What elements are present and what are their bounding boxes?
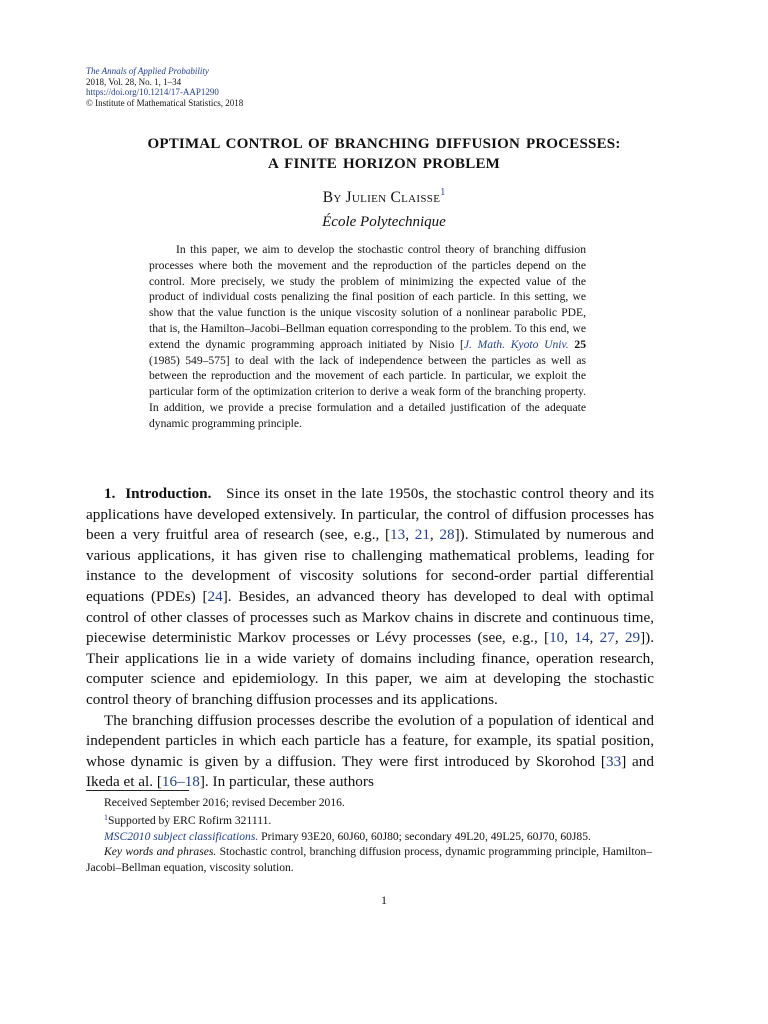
doi-link[interactable]: https://doi.org/10.1214/17-AAP1290 bbox=[86, 87, 219, 97]
author-prefix: By bbox=[322, 189, 342, 206]
author-footnote-mark[interactable]: 1 bbox=[440, 187, 446, 198]
msc-codes: Primary 93E20, 60J60, 60J80; secondary 49L20, 49L25, 60J70, 60J85. bbox=[258, 829, 591, 843]
citation-16-18[interactable]: 16–18 bbox=[161, 773, 200, 791]
intro-text: ]. In particular, these authors bbox=[199, 773, 374, 791]
citation-24[interactable]: 24 bbox=[207, 587, 223, 605]
msc-classification bbox=[86, 829, 652, 844]
received-dates: Received September 2016; revised December 2016. bbox=[104, 796, 345, 809]
author-line bbox=[0, 187, 768, 207]
title-line-2: A FINITE HORIZON PROBLEM bbox=[267, 156, 501, 172]
support-footnote-mark: 1 bbox=[104, 813, 108, 823]
intro-text: ] and Ikeda et al. [ bbox=[86, 752, 654, 791]
citation-29[interactable]: 29 bbox=[624, 629, 641, 647]
ref-journal: J. Math. Kyoto Univ. bbox=[463, 337, 569, 351]
journal-header bbox=[86, 66, 243, 108]
copyright-line: © Institute of Mathematical Statistics, 2018 bbox=[86, 97, 244, 108]
paper-title bbox=[60, 134, 708, 174]
journal-name: The Annals of Applied Probability bbox=[86, 66, 209, 76]
citation-10[interactable]: 10 bbox=[549, 629, 565, 647]
citation-14[interactable]: 14 bbox=[574, 629, 590, 647]
citation-27[interactable]: 27 bbox=[599, 629, 615, 647]
section-number: 1. bbox=[104, 485, 116, 502]
support-text: Supported by ERC Rofirm 321111. bbox=[108, 814, 272, 828]
abstract-text-2: to deal with the lack of independence between the particles as well as between the reproduction and the movement of each particle. In particular, we exploit the particular form of the optimization criterion to derive a weak form of the branching property. In addition, we provide a precise formulation and a detailed justification of the adequate dynamic programming principle. bbox=[149, 353, 586, 430]
footnote-divider bbox=[86, 790, 189, 791]
support-footnote bbox=[86, 810, 652, 828]
abstract bbox=[149, 242, 586, 432]
citation-13[interactable]: 13 bbox=[390, 526, 406, 544]
keywords bbox=[86, 844, 652, 875]
author-affiliation: École Polytechnique bbox=[322, 214, 446, 230]
title-line-1: OPTIMAL CONTROL OF BRANCHING DIFFUSION PROCESSES: bbox=[147, 136, 621, 152]
intro-paragraph-2 bbox=[86, 711, 654, 793]
intro-text: ]. Besides, an advanced theory has developed to deal with optimal control of other classes of processes such as Markov chains in discrete and continuous time, piecewise deterministic Markov processes or Lévy processes (see, e.g., [ bbox=[86, 587, 654, 647]
keywords-label: Key words and phrases. bbox=[104, 845, 217, 859]
intro-text: Since its onset in the late 1950s, the stochastic control theory and its applications have developed extensively. In particular, the control of diffusion processes has been a very fruitful area of research (see, e.g., [ bbox=[86, 485, 655, 544]
page-number: 1 bbox=[381, 893, 387, 907]
citation-28[interactable]: 28 bbox=[439, 526, 455, 544]
msc-label[interactable]: MSC2010 subject classifications. bbox=[104, 829, 259, 843]
intro-text: ]). Their applications lie in a wide variety of domains including finance, operation research, computer science and epidemiology. In this paper, we aim at developing the stochastic control theory of branching diffusion processes and its applications. bbox=[86, 629, 655, 708]
citation-33[interactable]: 33 bbox=[606, 752, 622, 770]
intro-paragraph-1: 1. Introduction. Since its onset in the late 1950s, the stochastic control theory and its applications have developed extensively. In particular, the control of diffusion processes has been a very fruitful area of research (see, e.g., [13, 21, 28]). Stimulated by numerous and various applications, it has given rise to challenging mathematical problems, leading for instance to the development of viscosity solutions for second-order partial differential equations (PDEs) [24]. Besides, an advanced theory has developed to deal with optimal control of other classes of processes such as Markov chains in discrete and continuous time, piecewise deterministic Markov processes or Lévy processes (see, e.g., [10, 14, 27, 29]). Their applications lie in a wide variety of domains including finance, operation research, computer science and epidemiology. In this paper, we aim at developing the stochastic control theory of branching diffusion processes and its applications. bbox=[86, 485, 655, 708]
volume-line: 2018, Vol. 28, No. 1, 1–34 bbox=[86, 76, 182, 87]
abstract-text-1: In this paper, we aim to develop the stochastic control theory of branching diffusion processes where both the movement and the reproduction of the particles depend on the control. More precisely, we study the problem of minimizing the expected value of the product of individual costs penalizing the final position of each particle. In this setting, we show that the value function is the unique viscosity solution of a nonlinear parabolic PDE, that is, the Hamilton–Jacobi–Bellman equation corresponding to the problem. To this end, we extend the dynamic programming approach initiated by Nisio [ bbox=[149, 243, 586, 351]
citation-21[interactable]: 21 bbox=[414, 526, 430, 544]
section-title: Introduction. bbox=[125, 485, 212, 502]
footnotes bbox=[86, 795, 652, 875]
author-name: Julien Claisse bbox=[345, 189, 441, 206]
intro-text: ]). Stimulated by numerous and various applications, it has given rise to challenging mathematical problems, leading for instance to the development of viscosity solutions for second-order partial differential equations (PDEs) [ bbox=[86, 526, 655, 605]
keywords-text: Stochastic control, branching diffusion process, dynamic programming principle, Hamilton–Jacobi–Bellman equation, viscosity solution. bbox=[86, 845, 652, 874]
introduction-section bbox=[86, 484, 654, 793]
ref-rest: (1985) 549–575] bbox=[149, 353, 230, 367]
ref-volume: 25 bbox=[574, 337, 586, 351]
abstract-paragraph bbox=[149, 242, 586, 432]
intro-text: The branching diffusion processes describe the evolution of a population of identical and independent particles in which each particle has a feature, for example, its spatial position, whose dynamic is given by a diffusion. They were first introduced by Skorohod [ bbox=[86, 711, 654, 770]
